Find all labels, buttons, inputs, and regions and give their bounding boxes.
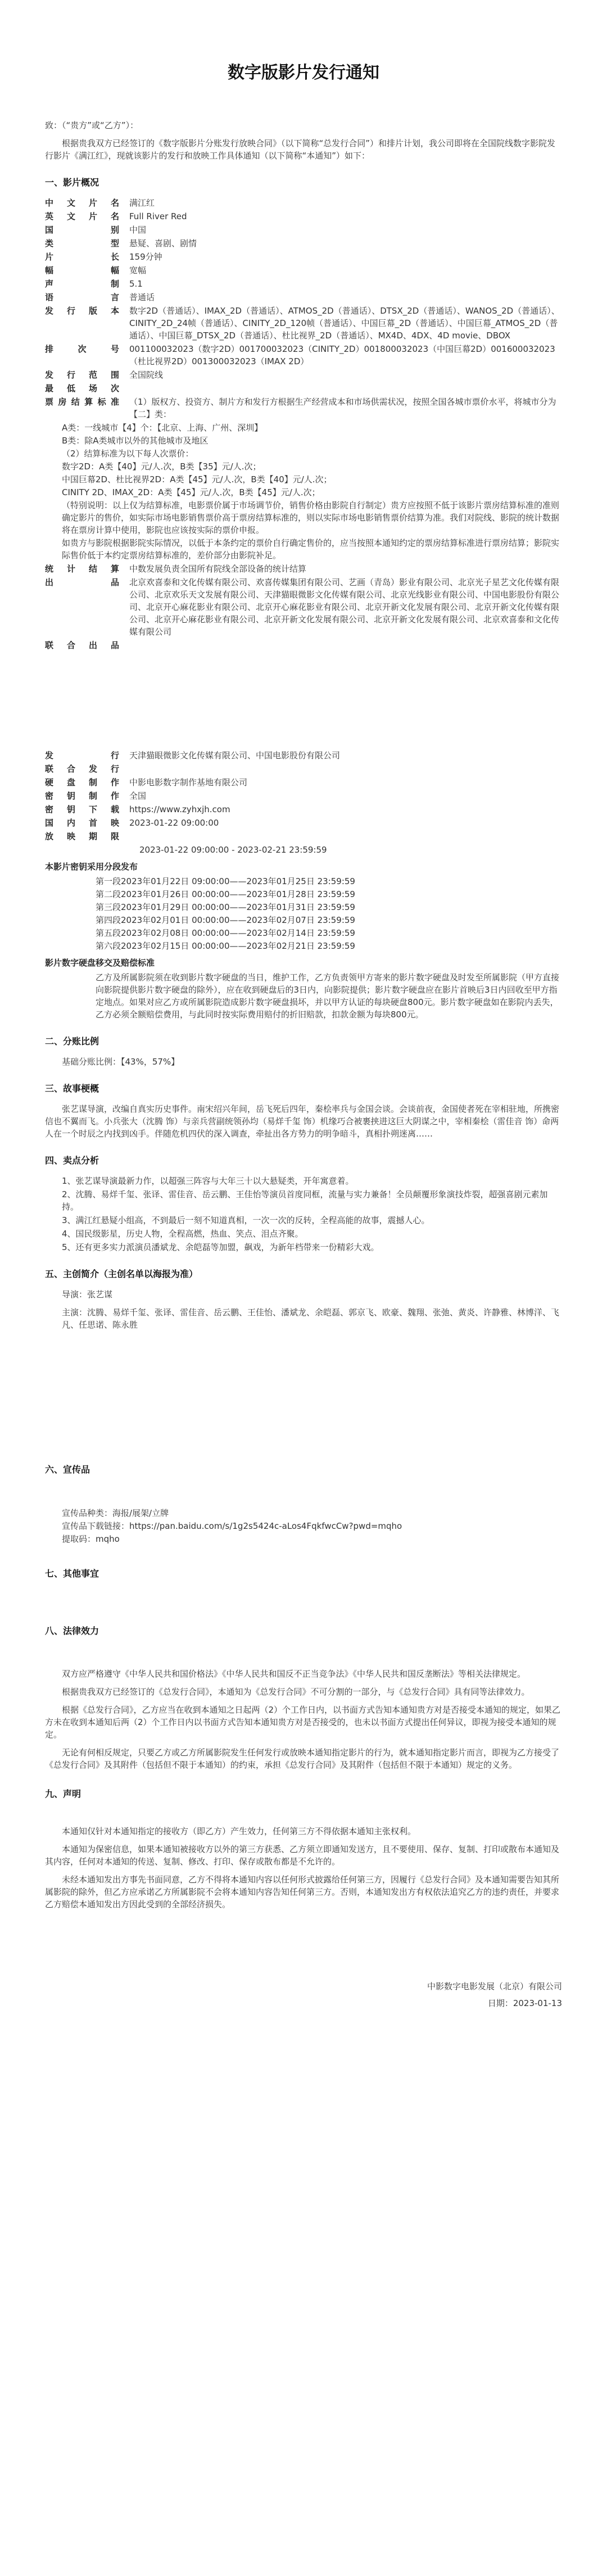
info-value: 001100032023（数字2D）001700032023（CINITY_2D）001800032023（中国巨幕2D）001600032023（杜比视界2D）001300032023（IMAX 2D）: [129, 344, 555, 366]
info-value: 宽幅: [129, 265, 147, 275]
key-segments-heading: 本影片密钥采用分段发布: [45, 862, 138, 872]
info-value: 普通话: [129, 292, 155, 302]
info-row: [45, 264, 562, 277]
signing-company: 中影数字电影发展（北京）有限公司: [427, 1981, 562, 1991]
info-value: 中数发展负责全国所有院线全部设备的统计结算: [129, 564, 307, 574]
info-value: 中国: [129, 225, 147, 235]
section-heading-selling-points: 四、卖点分析: [45, 1155, 99, 1166]
split-ratio: 基础分账比例：【43%，57%】: [62, 1057, 180, 1067]
info-label: 出 品: [45, 577, 119, 587]
section-heading-synopsis: 三、故事梗概: [45, 1083, 99, 1094]
price-line: 中国巨幕2D、杜比视界2D：A类【45】元/人.次，B类【40】元/人.次；: [62, 474, 332, 485]
info-label: 密 钥 下 载: [45, 804, 119, 814]
info-value: 2023-01-22 09:00:00: [129, 818, 219, 828]
section-heading-other: 七、其他事宜: [45, 1568, 99, 1579]
info-row: [45, 803, 562, 816]
info-row: [45, 817, 562, 829]
info-row: [45, 224, 562, 236]
selling-points-list: [45, 1175, 562, 1253]
info-label: 统 计 结 算: [45, 564, 119, 574]
legal-paragraph: 根据贵我双方已经签订的《总发行合同》，本通知为《总发行合同》不可分割的一部分，与《总发行合同》具有同等法律效力。: [62, 1687, 530, 1697]
key-segment: 第二段2023年01月26日 00:00:00——2023年01月28日 23:59:59: [96, 889, 355, 899]
section-heading-split: 二、分账比例: [45, 1036, 99, 1047]
info-label: 硬 盘 制 作: [45, 777, 119, 787]
info-row: [45, 830, 562, 843]
section-heading-creators: 五、主创简介（主创名单以海报为准）: [45, 1269, 198, 1279]
info-value: 北京欢喜泰和文化传媒有限公司、欢喜传媒集团有限公司、艺画（青岛）影业有限公司、北京光子星艺文化传媒有限公司、北京欢乐天文发展有限公司、天津猫眼微影文化传媒有限公司、北京光线影业有限公司、中国电影股份有限公司、北京开心麻花影业有限公司、北京开心麻花影业有限公司、北京开新文化发展有限公司、北京开新文化传媒有限公司、北京开心麻花影业有限公司、北京开新文化发展有限公司、北京开新文化发展有限公司、北京欢喜泰和文化传媒有限公司: [129, 577, 560, 637]
selling-point: 1、张艺谋导演最新力作，以超强三阵容与大年三十以大悬疑类，开年寓意着。: [62, 1176, 354, 1186]
promo-line: 提取码：mqho: [62, 1534, 120, 1544]
section-heading-legal: 八、法律效力: [45, 1626, 99, 1636]
disk-text: 乙方及所属影院须在收到影片数字硬盘的当日，维护工作，乙方负责领甲方寄来的影片数字硬盘及时发至所属影院（甲方直接向影院提供影片数字硬盘的除外），应在收到硬盘后的3日内，向影院提供；影片数字硬盘应在影片首映后3日内回收至甲方指定地点。如果对应乙方或所属影院造成影片数字硬盘损坏，并以甲方认证的每块硬盘800元。影片数字硬盘如在影院内丢失，乙方必须全额赔偿费用，与此同时按实际费用赔付的折旧赔款，扣款金额为每块800元。: [96, 972, 560, 1020]
legal-paragraphs: [45, 1668, 562, 1771]
key-segment: 第六段2023年02月15日 00:00:00——2023年02月21日 23:59:59: [96, 941, 355, 951]
info-row: [45, 776, 562, 789]
info-value: Full River Red: [129, 211, 187, 221]
info-label: 发 行 范 围: [45, 370, 119, 380]
distribution-info-table: [45, 749, 562, 843]
section-heading-statement: 九、声明: [45, 1789, 81, 1799]
key-segment: 第五段2023年02月08日 00:00:00——2023年02月14日 23:59:59: [96, 928, 355, 938]
key-segments-list: [45, 875, 562, 952]
info-label: 发 行 版 本: [45, 306, 119, 316]
price-line: 如贵方与影院根据影院实际情况，以低于本条约定的票价自行确定售价的，应当按照本通知约定的票房结算标准进行票房结算；影院实际售价低于本约定票房结算标准的，差价部分由影院补足。: [62, 538, 560, 560]
info-label: 排 次 号: [45, 344, 119, 354]
info-row: [45, 563, 562, 575]
selling-point: 3、满江红悬疑小组高，不到最后一刻不知道真相，一次一次的反转，全程高能的故事，震撼人心。: [62, 1215, 430, 1225]
promo-line: 宣传品下载链接：https://pan.baidu.com/s/1g2s5424c-aLos4FqkfwcCw?pwd=mqho: [62, 1521, 402, 1531]
statement-paragraphs: [45, 1825, 562, 1911]
info-label: 幅 幅: [45, 265, 119, 275]
info-label: 声 制: [45, 279, 119, 289]
info-row: [45, 576, 562, 638]
legal-paragraph: 无论有何相反规定，只要乙方或乙方所属影院发生任何发行或放映本通知指定影片的行为，就本通知指定影片而言，即视为乙方接受了《总发行合同》及其附件（包括但不限于本通知）的约束，承担《总发行合同》及其附件（包括但不限于本通知）规定的义务。: [45, 1747, 560, 1770]
price-line: （2）结算标准为以下每人次票价：: [62, 449, 194, 459]
info-label: 发 行: [45, 750, 119, 760]
info-value: [129, 382, 562, 395]
synopsis-text: 张艺谋导演，改编自真实历史事件。南宋绍兴年间，岳飞死后四年，秦桧率兵与金国会谈。会谈前夜，金国使者死在宰相驻地，所携密信也不翼而飞。小兵张大（沈腾 饰）与亲兵营副统领孙均（易烊千玺 饰）机缘巧合被裹挟进这巨大阴谋之中，宰相秦桧（雷佳音 饰）命两人在一个时辰之内找到凶手。伴随危机四伏的深入调查，牵扯出各方势力的明争暗斗，真相扑朔迷离……: [45, 1104, 560, 1139]
legal-paragraph: 根据《总发行合同》，乙方应当在收到本通知之日起两（2）个工作日内，以书面方式告知本通知贵方对是否接受本通知的规定，如果乙方未在收到本通知后两（2）个工作日内以书面方式告知本通知贵方对是否接受的，也未以书面方式提出任何异议，即视为接受本通知的规定。: [45, 1705, 561, 1740]
info-row: [45, 749, 562, 762]
signature-block: [45, 1978, 562, 2012]
info-row: [45, 237, 562, 250]
blank-space: [45, 653, 562, 748]
info-row: [45, 382, 562, 395]
document-title: 数字版影片发行通知: [228, 63, 379, 83]
info-label: 语 言: [45, 292, 119, 302]
info-row: [45, 291, 562, 304]
section-heading-film-overview: 一、影片概况: [45, 177, 99, 188]
film-info-table-2: [45, 563, 562, 651]
info-value: https://www.zyhxjh.com: [129, 804, 230, 814]
info-value: [129, 639, 562, 651]
promo-lines: [45, 1507, 562, 1545]
info-row: [45, 396, 562, 420]
info-value: 5.1: [129, 279, 143, 289]
film-info-table: [45, 197, 562, 420]
price-standard-block: [45, 422, 562, 562]
info-label: 最 低 场 次: [45, 383, 119, 393]
legal-paragraph: 双方应严格遵守《中华人民共和国价格法》《中华人民共和国反不正当竞争法》《中华人民共和国反垄断法》等相关法律规定。: [62, 1669, 526, 1679]
info-value: 数字2D（普通话）、IMAX_2D（普通话）、ATMOS_2D（普通话）、DTSX_2D（普通话）、WANOS_2D（普通话）、CINITY_2D_24帧（普通话）、CINITY_2D_120帧（普通话）、中国巨幕_2D（普通话）、中国巨幕_ATMOS_2D（普通话）、中国巨幕_DTSX_2D（普通话）、杜比视界_2D（普通话）、MX4D、4DX、4D movie、DBOX: [129, 306, 560, 341]
promo-line: 宣传品种类：海报/展架/立牌: [62, 1508, 169, 1518]
info-row: [45, 197, 562, 209]
disk-heading: 影片数字硬盘移交及赔偿标准: [45, 958, 155, 968]
info-label: 国 内 首 映: [45, 818, 119, 828]
info-row: [45, 278, 562, 290]
info-row: [45, 305, 562, 342]
info-row: [45, 369, 562, 381]
info-value: 天津猫眼微影文化传媒有限公司、中国电影股份有限公司: [129, 750, 341, 760]
key-segment: 第一段2023年01月22日 09:00:00——2023年01月25日 23:59:59: [96, 876, 355, 886]
info-row: [45, 210, 562, 223]
info-value: 满江红: [129, 198, 155, 208]
info-value: 全国院线: [129, 370, 164, 380]
info-value: （1）版权方、投资方、制片方和发行方根据生产经营成本和市场供需状况，按照全国各城市票价水平，将城市分为【二】类：: [129, 397, 556, 419]
info-label: 英 文 片 名: [45, 211, 119, 221]
section-heading-promo: 六、宣传品: [45, 1464, 90, 1475]
price-line: 数字2D：A类【40】元/人.次，B类【35】元/人.次；: [62, 461, 261, 472]
info-value: [129, 763, 562, 775]
info-label: 片 长: [45, 252, 119, 262]
info-value: 中影电影数字制作基地有限公司: [129, 777, 248, 787]
info-label: 中 文 片 名: [45, 198, 119, 208]
info-value: 悬疑、喜剧、剧情: [129, 238, 197, 248]
signing-date: 日期：2023-01-13: [487, 1998, 562, 2008]
info-row: [45, 343, 562, 368]
blank-space: [45, 1337, 562, 1449]
info-label: 放映期限: [45, 831, 119, 841]
selling-point: 5、还有更多实力派演员潘斌龙、余皑磊等加盟，飙戏，为新年档带来一份精彩大戏。: [62, 1242, 379, 1252]
info-label: 类 型: [45, 238, 119, 248]
selling-point: 2、沈腾、易烊千玺、张译、雷佳音、岳云鹏、王佳怡等演员首度同框，流量与实力兼备！全员颠覆形象演技炸裂，超强喜剧元素加持。: [62, 1189, 548, 1212]
info-row: [45, 639, 562, 651]
statement-paragraph: 未经本通知发出方事先书面同意，乙方不得将本通知内容以任何形式披露给任何第三方，因履行《总发行合同》及本通知需要告知其所属影院的除外，但乙方应承诺乙方所属影院不会将本通知内容告知任何第三方。否则，本通知发出方有权依法追究乙方的违约责任，并要求乙方赔偿本通知发出方因此受到的全部经济损失。: [45, 1875, 560, 1909]
cast-line: 主演：沈腾、易烊千玺、张译、雷佳音、岳云鹏、王佳怡、潘斌龙、余皑磊、郭京飞、欧豪、魏翔、张弛、黄炎、许静雅、林博洋、飞凡、任思诺、陈永胜: [62, 1307, 560, 1330]
info-label: 联 合 发 行: [45, 764, 119, 774]
info-row: [45, 790, 562, 802]
statement-paragraph: 本通知仅针对本通知指定的接收方（即乙方）产生效力，任何第三方不得依据本通知主张权利。: [62, 1826, 416, 1836]
screening-period: 2023-01-22 09:00:00 - 2023-02-21 23:59:59: [139, 845, 327, 855]
director-line: 导演：张艺谋: [62, 1289, 113, 1300]
key-segment: 第三段2023年01月29日 00:00:00——2023年01月31日 23:59:59: [96, 902, 355, 912]
info-row: [45, 763, 562, 775]
info-value: [129, 830, 562, 843]
info-row: [45, 251, 562, 263]
selling-point: 4、国民级影星，历史人物，全程高燃，热血、笑点、泪点齐聚。: [62, 1229, 304, 1239]
key-segment: 第四段2023年02月01日 00:00:00——2023年02月07日 23:59:59: [96, 915, 355, 925]
info-label: 国 别: [45, 225, 119, 235]
greeting: 致：（“贵方”或“乙方”）：: [45, 120, 139, 130]
info-label: 联 合 出 品: [45, 640, 119, 650]
info-value: 159分钟: [129, 252, 162, 262]
price-line: A类：一线城市【4】个：【北京、上海、广州、深圳】: [62, 423, 263, 433]
info-label: 票房结算标准: [45, 397, 119, 407]
intro-paragraph: 根据贵我双方已经签订的《数字版影片分账发行放映合同》（以下简称“总发行合同”）和排片计划，我公司即将在全国院线数字影院发行影片《满江红》，现就该影片的发行和放映工作具体通知（以下简称“本通知”）如下：: [45, 138, 556, 161]
info-label: 密 钥 制 作: [45, 791, 119, 801]
price-line: CINITY 2D、IMAX_2D：A类【45】元/人.次，B类【45】元/人.次；: [62, 487, 320, 497]
info-value: 全国: [129, 791, 147, 801]
price-line: B类：除A类城市以外的其他城市及地区: [62, 436, 209, 446]
price-line: （特别说明：以上仅为结算标准，电影票价属于市场调节价，销售价格由影院自行制定）贵方应按照不低于该影片票房结算标准的准则确定影片的售价，如实际市场电影销售票价高于票房结算标准的，则以实际市场电影销售票价结算为准。我们对院线、影院的统计数据将在票房计算中使用，影院也应该按实际的票价申报。: [62, 500, 560, 535]
statement-paragraph: 本通知为保密信息，如果本通知被接收方以外的第三方获悉、乙方须立即通知发送方，且不要使用、保存、复制、打印或散布本通知及其内容，任何对本通知的传送、复制、修改、打印、保存或散布都是不允许的。: [45, 1844, 560, 1867]
